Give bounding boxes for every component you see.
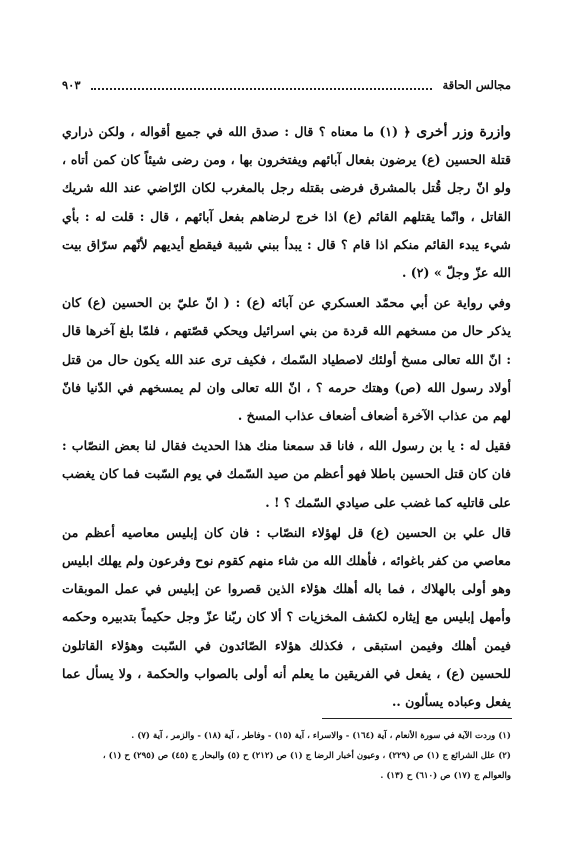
paragraph — [62, 432, 511, 517]
paragraph — [62, 118, 511, 287]
footnotes — [56, 726, 511, 786]
paragraph — [62, 519, 511, 716]
running-header — [62, 74, 511, 96]
footnote-divider — [322, 718, 512, 719]
paragraph — [62, 289, 511, 430]
page-number: ٩٠٣ — [62, 78, 81, 92]
header-title: مجالس الحاقة — [442, 78, 511, 92]
footnote: (٢) علل الشرائع ج (١) ص (٢٢٩) ، وعيون أخبار الرضا ج (١) ص (٢١٢) ح (٥) والبحار ج (٤٥) ص (٢٩٥) ح (١) ، — [102, 751, 511, 761]
quranic-phrase: وازرة وزر أخرى — [416, 124, 512, 140]
header-dot-leader — [91, 80, 433, 90]
footnote: والعوالم ج (١٧) ص (٦١٠) ح (١٣) . — [380, 771, 511, 781]
paragraph-text: وفي رواية عن أبي محمّد العسكري عن آبائه (ع) : ( انّ عليّ بن الحسين (ع) كان يذكر حال من مسخهم الله قردة من بني اسرائيل ويحكي قصّتهم ، فلمّا بلغ آخرها قال : انّ الله تعالى مسخ أولئك لاصطياد السّمك ، فكيف ترى عند الله يكون حال من قتل أولاد رسول الله (ص) وهتك حرمه ؟ ، انّ الله تعالى وان لم يمسخهم في الدّنيا فانّ لهم من عذاب الآخرة أضعاف أضعاف عذاب المسخ . — [62, 295, 511, 424]
footnote: (١) وردت الآية في سورة الأنعام ، آية (١٦٤) - والاسراء ، آية (١٥) - وفاطر ، آية (١٨) - والزمر ، آية (٧) . — [131, 731, 511, 741]
paragraph-text: فقيل له : يا بن رسول الله ، فانا قد سمعنا منك هذا الحديث فقال لنا بعض النصّاب : فان كان قتل الحسين باطلا فهو أعظم من صيد السّمك في يوم السّبت فما كان يغضب على قاتليه كما غضب على صيادي السّمك ؟ ! . — [62, 438, 511, 510]
paragraph-text: قال علي بن الحسين (ع) قل لهؤلاء النصّاب : فان كان إبليس معاصيه أعظم من معاصي من كفر باغوائه ، فأهلك الله من شاء منهم كقوم نوح وفرعون ولم يهلك ابليس وهو أولى بالهلاك ، فما باله أهلك هؤلاء الذين قصروا عن إبليس في عمل الموبقات وأمهل إبليس مع إيثاره لكشف المخزيات ؟ ألا كان ربّنا عزّ وجل حكيماً بتدبيره وحكمه فيمن أهلك وفيمن استبقى ، فكذلك هؤلاء الصّائدون في السّبت وهؤلاء القاتلون للحسين (ع) ، يفعل في الفريقين ما يعلم أنه أولى بالصواب والحكمة ، ولا يسأل عما يفعل وعباده يسألون .. — [62, 524, 511, 710]
main-text — [62, 118, 511, 716]
paragraph-text: ﴿ (١) ما معناه ؟ قال : صدق الله في جميع أقواله ، ولكن ذراري قتلة الحسين (ع) يرضون بفعال آبائهم ويفتخرون بها ، ومن رضى شيئاً كان كمن أتاه ، ولو انّ رجل قُتل بالمشرق فرضى بقتله رجل بالمغرب لكان الرّاضي عند الله شريك القاتل ، وانّما يقتلهم القائم (ع) اذا خرج لرضاهم بفعل آبائهم ، قال : قلت له : بأي شيء يبدء القائم منكم اذا قام ؟ قال : يبدأ ببني شيبة فيقطع أيديهم لأنّهم سرّاق بيت الله عزّ وجلّ » (٢) . — [62, 124, 511, 281]
